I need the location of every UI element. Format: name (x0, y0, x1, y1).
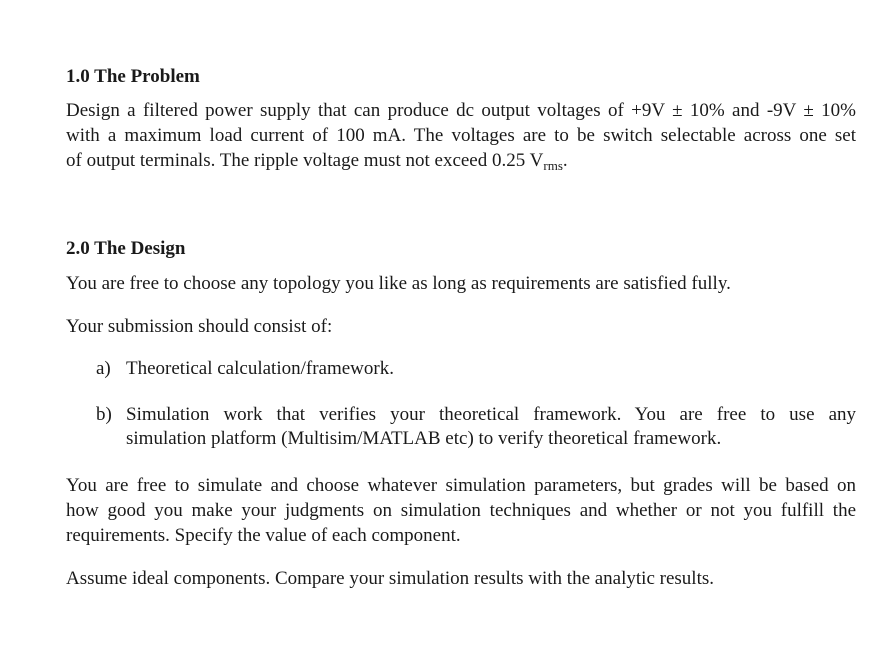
list-label-b: b) (96, 404, 112, 425)
grading-paragraph (66, 473, 856, 548)
list-text-b (126, 403, 856, 451)
list-a-line-1: Theoretical calculation/framework. (126, 358, 394, 379)
ripple-text: of output terminals. The ripple voltage must not exceed 0.25 V (66, 150, 544, 171)
section-2-heading: 2.0 The Design (66, 238, 186, 259)
design-intro: You are free to choose any topology you like as long as requirements are satisfied fully. (66, 273, 731, 294)
list-text-a (126, 357, 856, 381)
rms-subscript: rms (543, 158, 563, 173)
problem-statement (66, 98, 856, 173)
section-1-heading: 1.0 The Problem (66, 66, 200, 87)
grading-line-2: how good you make your judgments on simulation techniques and whether or not you fulfill the (66, 500, 856, 521)
problem-line-3 (66, 148, 856, 173)
list-b-line-2: simulation platform (Multisim/MATLAB etc) to verify theoretical framework. (126, 428, 722, 449)
list-label-a: a) (96, 358, 111, 379)
closing-paragraph: Assume ideal components. Compare your simulation results with the analytic results. (66, 568, 714, 589)
list-b-line-1: Simulation work that verifies your theoretical framework. You are free to use any (126, 404, 856, 425)
ripple-period: . (562, 150, 568, 171)
grading-line-1: You are free to simulate and choose whatever simulation parameters, but grades will be based on (66, 475, 856, 496)
problem-line-2: with a maximum load current of 100 mA. The voltages are to be switch selectable across one set (66, 125, 856, 146)
problem-line-1: Design a filtered power supply that can produce dc output voltages of +9V ± 10% and -9V ± 10% (66, 100, 856, 121)
submission-intro: Your submission should consist of: (66, 316, 333, 337)
grading-line-3: requirements. Specify the value of each component. (66, 525, 461, 546)
